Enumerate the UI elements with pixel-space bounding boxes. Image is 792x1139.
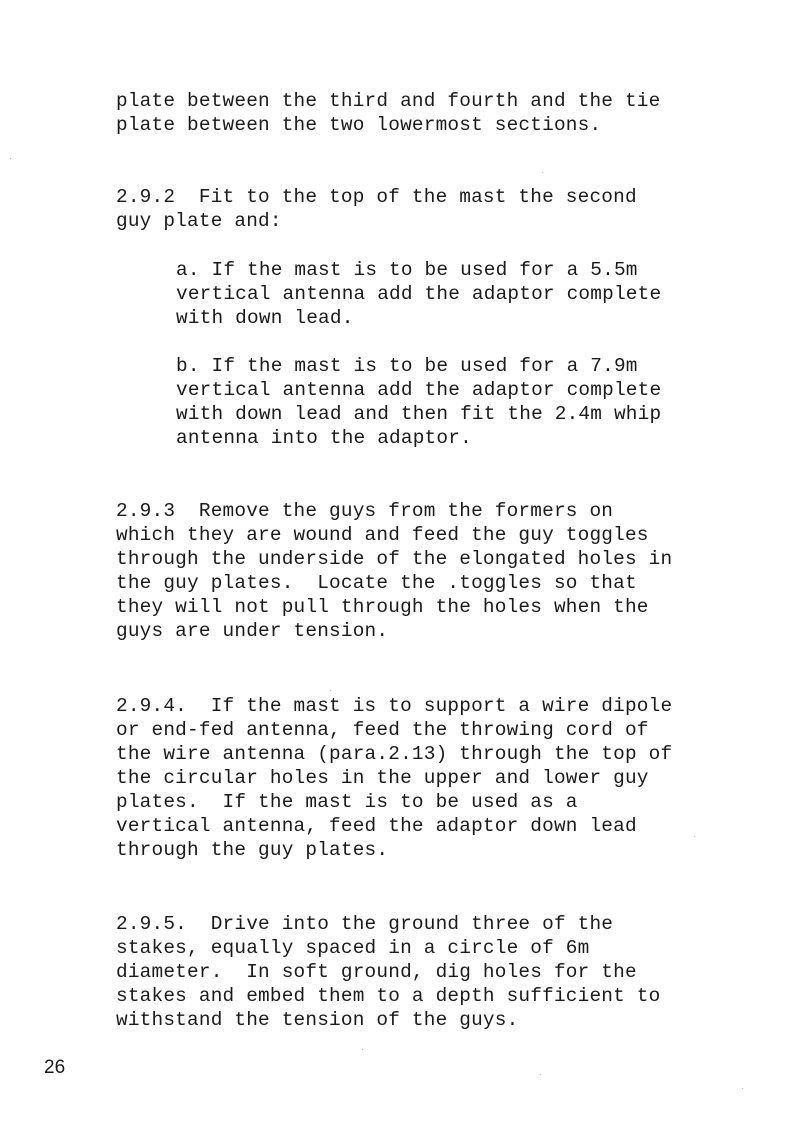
- text-line: guy plate and:: [116, 210, 282, 232]
- text-line: with down lead.: [176, 307, 354, 329]
- text-line: stakes and embed them to a depth sufficient to: [116, 985, 661, 1007]
- text-line: vertical antenna add the adaptor complete: [176, 379, 662, 401]
- text-line: they will not pull through the holes when the: [116, 596, 649, 618]
- text-line: plate between the two lowermost sections.: [116, 114, 602, 136]
- scan-speck: [742, 1088, 743, 1089]
- text-line: or end-fed antenna, feed the throwing cord of: [116, 719, 649, 741]
- text-line: which they are wound and feed the guy toggles: [116, 524, 649, 546]
- text-line: 2.9.4. If the mast is to support a wire dipole: [116, 695, 673, 717]
- scan-speck: [540, 1074, 541, 1075]
- page-number: 26: [44, 1057, 66, 1078]
- scan-speck: [10, 158, 11, 159]
- text-line: vertical antenna add the adaptor complete: [176, 283, 662, 305]
- text-line: a. If the mast is to be used for a 5.5m: [176, 259, 638, 281]
- text-line: withstand the tension of the guys.: [116, 1009, 519, 1031]
- text-line: the wire antenna (para.2.13) through the top of: [116, 743, 673, 765]
- text-line: guys are under tension.: [116, 620, 389, 642]
- text-line: through the guy plates.: [116, 839, 389, 861]
- text-line: 2.9.2 Fit to the top of the mast the second: [116, 186, 637, 208]
- text-line: diameter. In soft ground, dig holes for the: [116, 961, 637, 983]
- text-line: 2.9.5. Drive into the ground three of the: [116, 913, 614, 935]
- scan-speck: [694, 836, 695, 837]
- text-line: through the underside of the elongated holes in: [116, 548, 673, 570]
- scan-speck: [362, 1049, 363, 1050]
- text-line: plate between the third and fourth and the tie: [116, 90, 661, 112]
- text-line: with down lead and then fit the 2.4m whip: [176, 403, 662, 425]
- text-line: b. If the mast is to be used for a 7.9m: [176, 355, 638, 377]
- text-line: stakes, equally spaced in a circle of 6m: [116, 937, 590, 959]
- text-line: 2.9.3 Remove the guys from the formers on: [116, 500, 614, 522]
- scan-speck: [330, 690, 331, 691]
- text-line: plates. If the mast is to be used as a: [116, 791, 578, 813]
- text-line: the circular holes in the upper and lower guy: [116, 767, 649, 789]
- text-line: vertical antenna, feed the adaptor down lead: [116, 815, 637, 837]
- text-line: the guy plates. Locate the .toggles so that: [116, 572, 637, 594]
- scan-speck: [542, 172, 543, 173]
- text-line: antenna into the adaptor.: [176, 427, 472, 449]
